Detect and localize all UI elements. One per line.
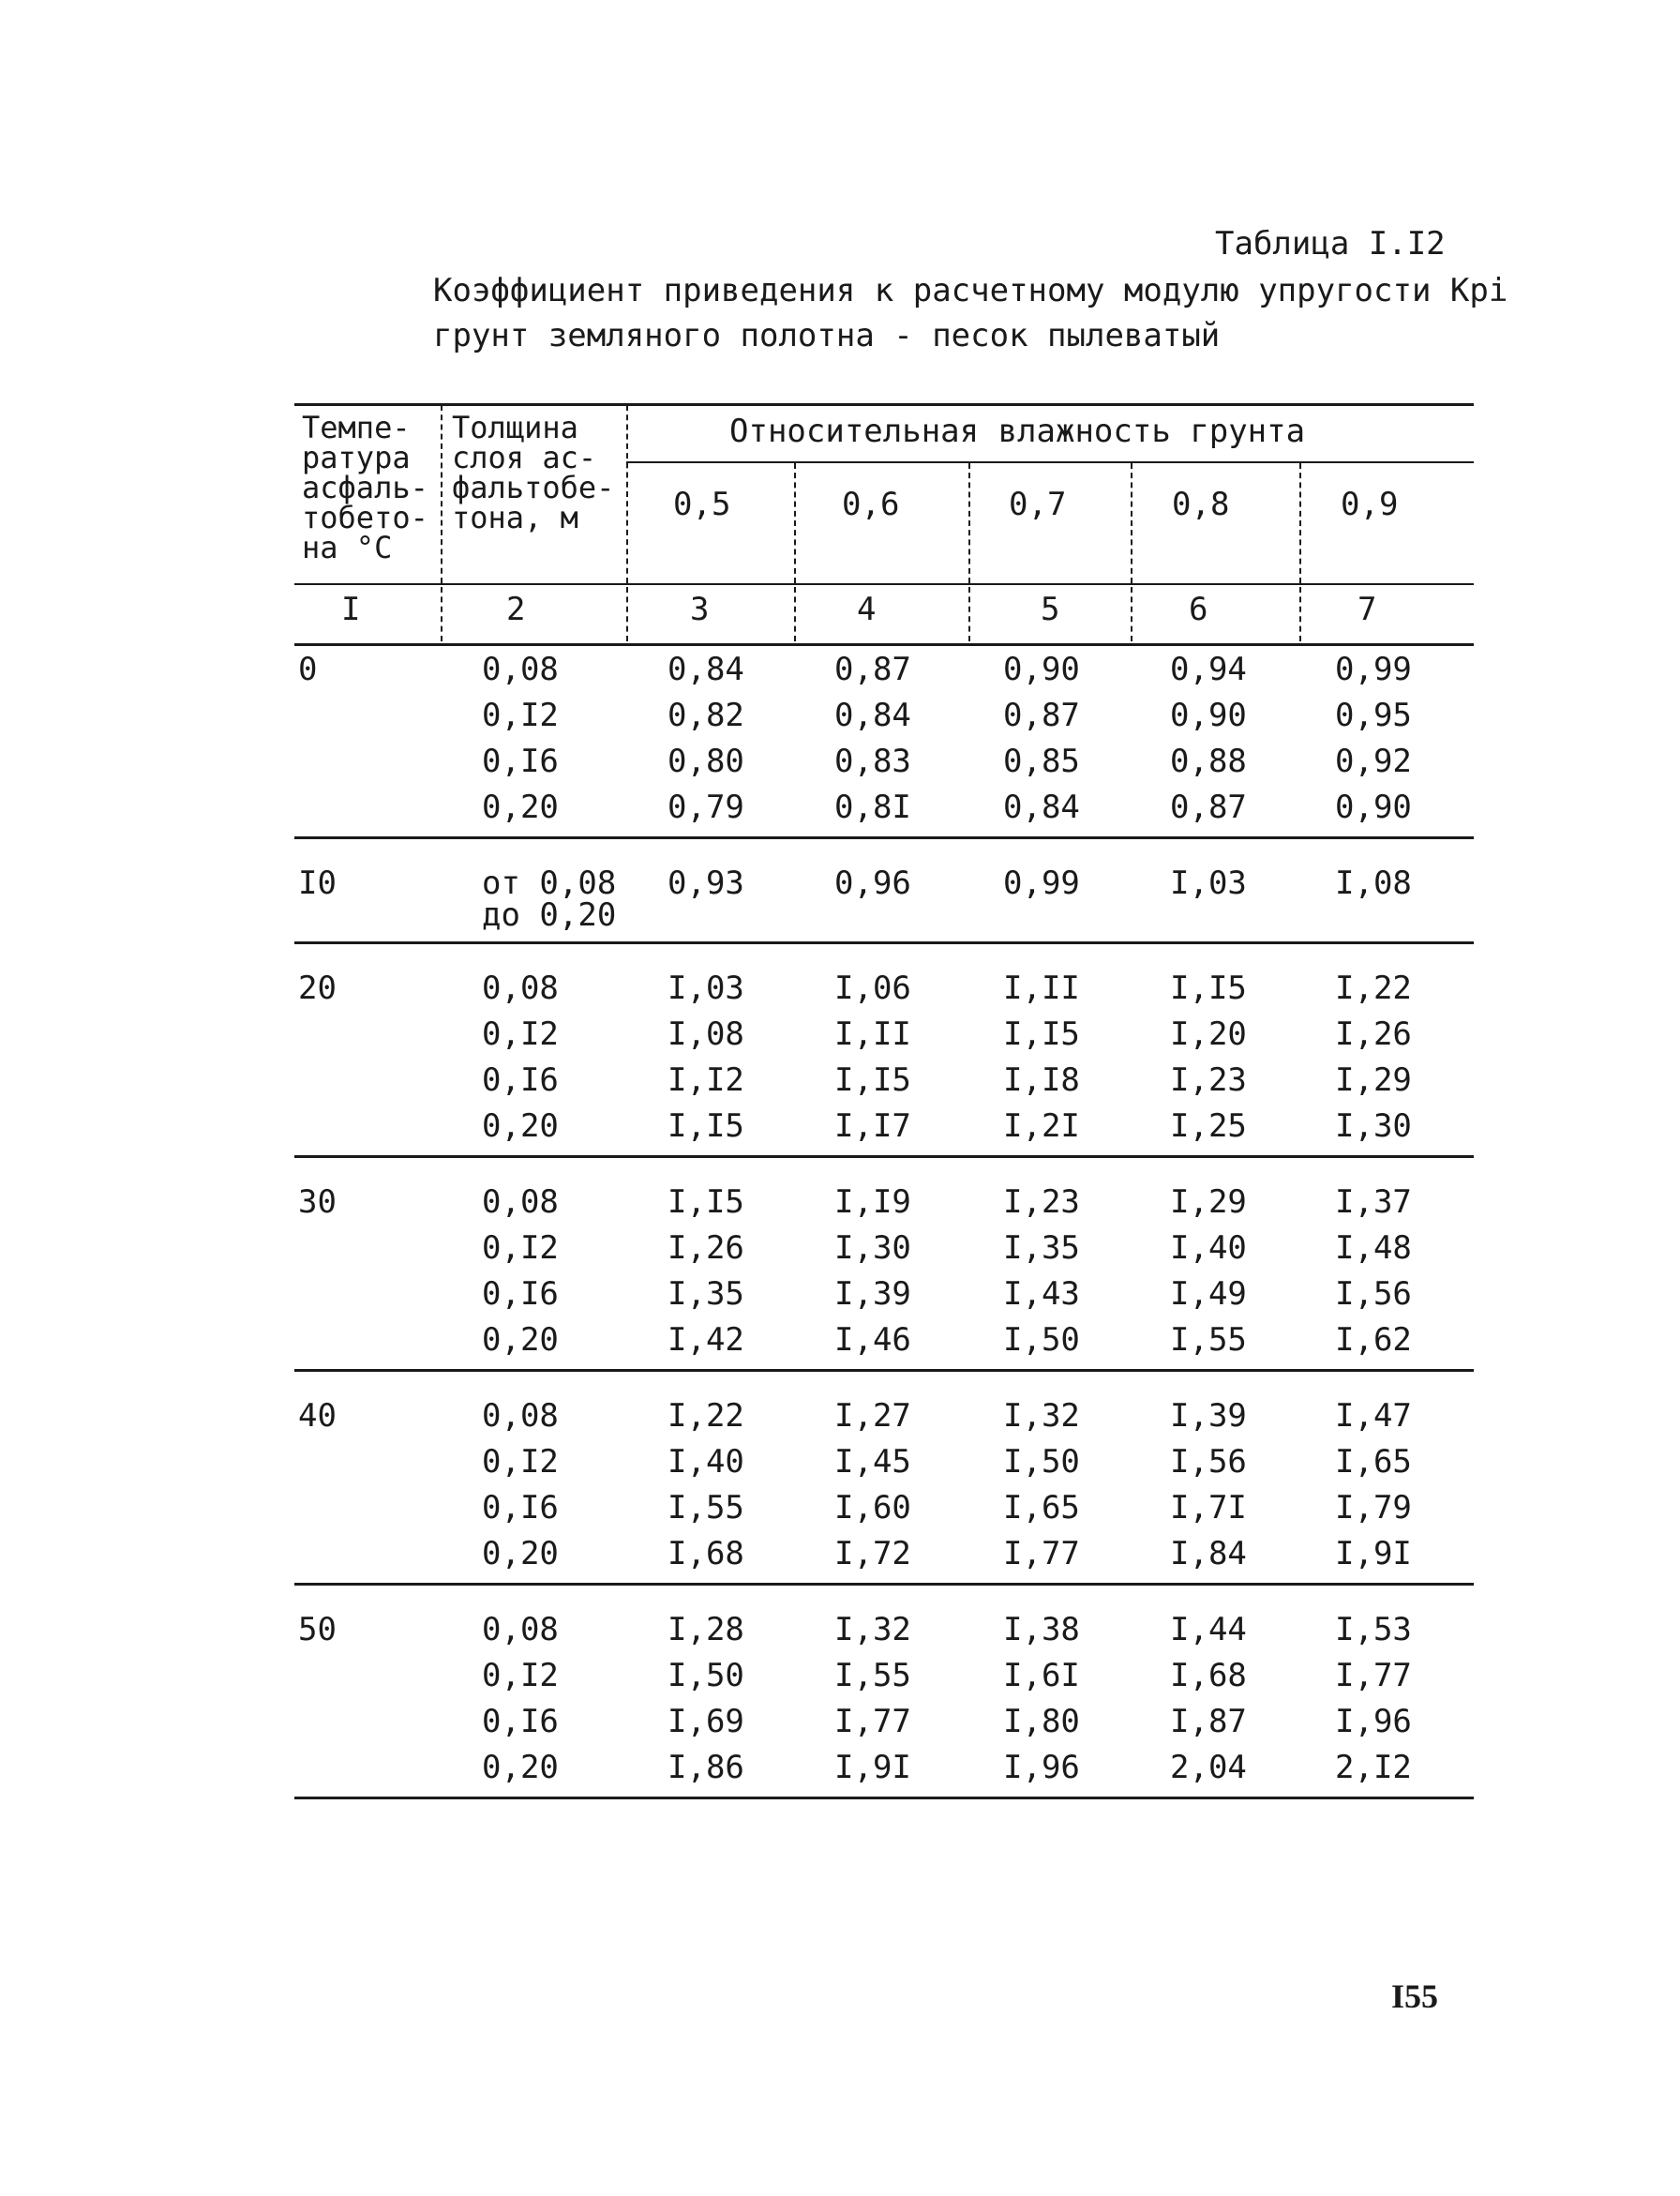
thickness-cell: 0,08: [482, 970, 559, 1007]
header-separator: [1299, 463, 1301, 583]
coefficient-cell: I,96: [1335, 1703, 1412, 1740]
header-line: тобето-: [302, 500, 428, 535]
coefficient-cell: I,22: [668, 1397, 744, 1435]
column-number: 7: [1358, 591, 1377, 628]
humidity-value: 0,5: [673, 486, 731, 523]
temperature-cell: 0: [298, 651, 318, 688]
coefficient-cell: I,69: [668, 1703, 744, 1740]
header-line: на °C: [302, 530, 393, 565]
colnum-separator: [441, 587, 442, 641]
thickness-cell: 0,I6: [482, 1061, 559, 1099]
coefficient-cell: I,39: [834, 1275, 911, 1313]
thickness-cell: 0,I2: [482, 1657, 559, 1694]
coefficient-cell: I,II: [1003, 970, 1080, 1007]
coefficient-cell: I,42: [668, 1321, 744, 1359]
column-number: 4: [857, 591, 877, 628]
coefficient-cell: 0,84: [834, 697, 911, 734]
header-separator: [441, 405, 442, 583]
coefficient-cell: I,87: [1170, 1703, 1247, 1740]
humidity-value: 0,9: [1341, 486, 1399, 523]
coefficient-cell: I,84: [1170, 1535, 1247, 1572]
coefficient-cell: I,48: [1335, 1229, 1412, 1267]
thickness-cell: 0,I2: [482, 697, 559, 734]
coefficient-cell: I,86: [668, 1749, 744, 1786]
coefficient-cell: I,35: [1003, 1229, 1080, 1267]
table-caption-line-1: Коэффициент приведения к расчетному модулю упругости Kpi: [433, 272, 1508, 309]
group-rule: [294, 1369, 1474, 1372]
coefficient-cell: I,22: [1335, 970, 1412, 1007]
coefficient-cell: I,49: [1170, 1275, 1247, 1313]
coefficient-cell: I,60: [834, 1489, 911, 1527]
header-separator: [968, 463, 970, 583]
coefficient-cell: I,39: [1170, 1397, 1247, 1435]
coefficient-cell: I,56: [1335, 1275, 1412, 1313]
thickness-cell: до 0,20: [482, 896, 617, 934]
coefficient-cell: I,77: [834, 1703, 911, 1740]
coefficient-cell: 0,84: [668, 651, 744, 688]
thickness-cell: 0,08: [482, 1611, 559, 1648]
colnum-separator: [626, 587, 628, 641]
coefficient-cell: 0,95: [1335, 697, 1412, 734]
coefficient-cell: I,7I: [1170, 1489, 1247, 1527]
coefficient-cell: I,I2: [668, 1061, 744, 1099]
coefficient-cell: 0,99: [1335, 651, 1412, 688]
coefficient-cell: I,43: [1003, 1275, 1080, 1313]
coefficient-cell: I,28: [668, 1611, 744, 1648]
colnum-separator: [968, 587, 970, 641]
coefficient-cell: I,50: [1003, 1321, 1080, 1359]
group-rule: [294, 1797, 1474, 1799]
column-numbers-bottom-rule: [294, 643, 1474, 646]
coefficient-cell: 0,99: [1003, 865, 1080, 902]
coefficient-cell: I,68: [1170, 1657, 1247, 1694]
header-line: асфаль-: [302, 470, 428, 505]
coefficient-cell: I,40: [1170, 1229, 1247, 1267]
temperature-cell: 40: [298, 1397, 337, 1435]
coefficient-cell: 0,87: [834, 651, 911, 688]
coefficient-cell: I,I5: [834, 1061, 911, 1099]
coefficient-cell: I,I8: [1003, 1061, 1080, 1099]
humidity-value: 0,6: [842, 486, 900, 523]
coefficient-cell: I,II: [834, 1015, 911, 1053]
colnum-separator: [1131, 587, 1132, 641]
coefficient-cell: I,50: [1003, 1443, 1080, 1481]
coefficient-cell: I,32: [1003, 1397, 1080, 1435]
thickness-cell: 0,20: [482, 1107, 559, 1145]
header-line: фальтобе-: [452, 470, 615, 505]
group-rule: [294, 941, 1474, 944]
coefficient-cell: I,03: [668, 970, 744, 1007]
humidity-header: Относительная влажность грунта: [729, 413, 1306, 450]
coefficient-cell: I,55: [1170, 1321, 1247, 1359]
coefficient-cell: I,6I: [1003, 1657, 1080, 1694]
temperature-cell: 30: [298, 1183, 337, 1221]
coefficient-cell: I,77: [1003, 1535, 1080, 1572]
coefficient-cell: I,27: [834, 1397, 911, 1435]
coefficient-cell: I,06: [834, 970, 911, 1007]
group-rule: [294, 1583, 1474, 1586]
coefficient-cell: I,80: [1003, 1703, 1080, 1740]
temperature-cell: 20: [298, 970, 337, 1007]
thickness-cell: 0,20: [482, 1749, 559, 1786]
coefficient-cell: I,53: [1335, 1611, 1412, 1648]
coefficient-cell: 0,87: [1170, 789, 1247, 826]
column-number: 5: [1041, 591, 1060, 628]
coefficient-cell: I,29: [1170, 1183, 1247, 1221]
thickness-cell: 0,I6: [482, 743, 559, 780]
colnum-separator: [1299, 587, 1301, 641]
header-bottom-rule: [294, 583, 1474, 585]
coefficient-cell: I,03: [1170, 865, 1247, 902]
coefficient-cell: I,45: [834, 1443, 911, 1481]
table-label: Таблица I.I2: [1215, 225, 1446, 263]
header-line: Толщина: [452, 410, 578, 445]
coefficient-cell: I,35: [668, 1275, 744, 1313]
table-top-rule: [294, 403, 1474, 406]
thickness-cell: 0,I2: [482, 1443, 559, 1481]
coefficient-cell: I,56: [1170, 1443, 1247, 1481]
coefficient-cell: I,68: [668, 1535, 744, 1572]
column-number: 6: [1189, 591, 1208, 628]
header-separator: [626, 405, 628, 583]
coefficient-cell: I,20: [1170, 1015, 1247, 1053]
thickness-cell: 0,08: [482, 1183, 559, 1221]
coefficient-cell: I,08: [668, 1015, 744, 1053]
humidity-header-rule: [626, 461, 1474, 463]
thickness-cell: 0,I6: [482, 1703, 559, 1740]
coefficient-cell: I,29: [1335, 1061, 1412, 1099]
coefficient-cell: I,I7: [834, 1107, 911, 1145]
coefficient-cell: I,26: [668, 1229, 744, 1267]
coefficient-cell: I,65: [1003, 1489, 1080, 1527]
page-number: I55: [1391, 1978, 1439, 2015]
coefficient-cell: 0,79: [668, 789, 744, 826]
thickness-cell: от 0,08: [482, 865, 617, 902]
coefficient-cell: I,32: [834, 1611, 911, 1648]
temperature-cell: I0: [298, 865, 337, 902]
header-line: ратура: [302, 440, 411, 475]
coefficient-cell: I,08: [1335, 865, 1412, 902]
coefficient-cell: I,26: [1335, 1015, 1412, 1053]
coefficient-cell: I,65: [1335, 1443, 1412, 1481]
coefficient-cell: I,25: [1170, 1107, 1247, 1145]
coefficient-cell: 0,93: [668, 865, 744, 902]
header-line: слоя ас-: [452, 440, 597, 475]
coefficient-cell: 0,94: [1170, 651, 1247, 688]
coefficient-cell: I,38: [1003, 1611, 1080, 1648]
thickness-cell: 0,20: [482, 1535, 559, 1572]
coefficient-cell: I,55: [668, 1489, 744, 1527]
coefficient-cell: I,62: [1335, 1321, 1412, 1359]
coefficient-cell: 0,82: [668, 697, 744, 734]
colnum-separator: [794, 587, 796, 641]
coefficient-cell: 0,90: [1003, 651, 1080, 688]
thickness-cell: 0,08: [482, 651, 559, 688]
header-separator: [1131, 463, 1132, 583]
coefficient-cell: 0,90: [1170, 697, 1247, 734]
thickness-cell: 0,08: [482, 1397, 559, 1435]
coefficient-cell: I,2I: [1003, 1107, 1080, 1145]
coefficient-cell: 0,84: [1003, 789, 1080, 826]
coefficient-cell: I,72: [834, 1535, 911, 1572]
coefficient-cell: I,50: [668, 1657, 744, 1694]
coefficient-cell: I,47: [1335, 1397, 1412, 1435]
coefficient-cell: I,I5: [668, 1107, 744, 1145]
column-number: 3: [690, 591, 710, 628]
temperature-cell: 50: [298, 1611, 337, 1648]
thickness-cell: 0,I2: [482, 1015, 559, 1053]
coefficient-cell: 2,I2: [1335, 1749, 1412, 1786]
group-rule: [294, 836, 1474, 839]
coefficient-cell: I,46: [834, 1321, 911, 1359]
column-number: I: [341, 591, 361, 628]
coefficient-cell: I,9I: [834, 1749, 911, 1786]
coefficient-cell: I,I5: [1170, 970, 1247, 1007]
humidity-value: 0,7: [1009, 486, 1067, 523]
coefficient-cell: 0,90: [1335, 789, 1412, 826]
header-separator: [794, 463, 796, 583]
coefficient-cell: I,23: [1003, 1183, 1080, 1221]
coefficient-cell: 0,80: [668, 743, 744, 780]
coefficient-cell: I,79: [1335, 1489, 1412, 1527]
column-number: 2: [506, 591, 526, 628]
coefficient-cell: I,96: [1003, 1749, 1080, 1786]
coefficient-cell: 0,96: [834, 865, 911, 902]
coefficient-cell: 0,92: [1335, 743, 1412, 780]
thickness-cell: 0,20: [482, 1321, 559, 1359]
humidity-value: 0,8: [1172, 486, 1230, 523]
coefficient-cell: 2,04: [1170, 1749, 1247, 1786]
coefficient-cell: I,23: [1170, 1061, 1247, 1099]
coefficient-cell: I,77: [1335, 1657, 1412, 1694]
coefficient-cell: 0,88: [1170, 743, 1247, 780]
header-line: тона, м: [452, 500, 578, 535]
coefficient-cell: I,40: [668, 1443, 744, 1481]
coefficient-cell: I,I9: [834, 1183, 911, 1221]
group-rule: [294, 1155, 1474, 1158]
thickness-cell: 0,20: [482, 789, 559, 826]
coefficient-cell: 0,83: [834, 743, 911, 780]
coefficient-cell: 0,85: [1003, 743, 1080, 780]
thickness-cell: 0,I2: [482, 1229, 559, 1267]
temperature-header: [302, 410, 428, 565]
thickness-header: [452, 410, 615, 535]
coefficient-cell: I,I5: [1003, 1015, 1080, 1053]
table-caption-line-2: грунт земляного полотна - песок пылеватый: [433, 317, 1221, 354]
header-line: Темпе-: [302, 410, 411, 445]
coefficient-cell: I,55: [834, 1657, 911, 1694]
coefficient-cell: I,30: [1335, 1107, 1412, 1145]
coefficient-cell: I,44: [1170, 1611, 1247, 1648]
thickness-cell: 0,I6: [482, 1275, 559, 1313]
coefficient-cell: I,I5: [668, 1183, 744, 1221]
coefficient-cell: I,9I: [1335, 1535, 1412, 1572]
coefficient-cell: I,37: [1335, 1183, 1412, 1221]
coefficient-cell: I,30: [834, 1229, 911, 1267]
coefficient-cell: 0,8I: [834, 789, 911, 826]
thickness-cell: 0,I6: [482, 1489, 559, 1527]
coefficient-cell: 0,87: [1003, 697, 1080, 734]
